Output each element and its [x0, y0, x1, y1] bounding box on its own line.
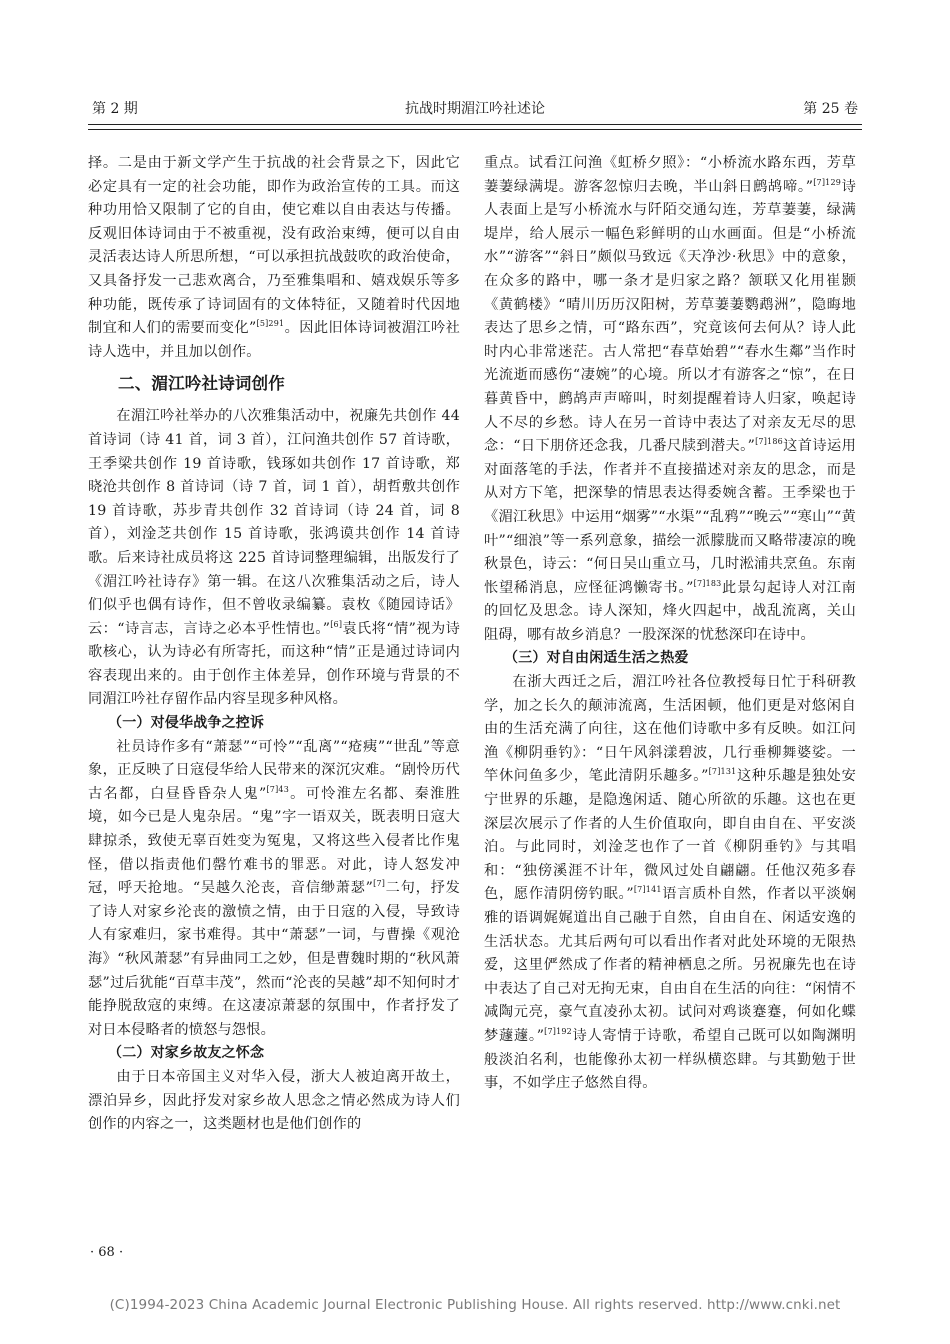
citation: [7]129 — [813, 177, 842, 187]
subsection-heading: （三）对自由闲适生活之热爱 — [504, 650, 689, 667]
citation: [7]141 — [633, 885, 662, 895]
header-rule-thin — [88, 129, 862, 130]
citation: [5]291 — [256, 319, 285, 329]
paragraph: 择。二是由于新文学产生于抗战的社会背景之下，因此它必定具有一定的社会功能，即作为政治宣传的工具。而这种功用恰又限制了它的自由，使它难以自由表达与传播。反观旧体诗词由于不被重视，没有政治束缚，便可以自由灵活表达诗人所思所想，“可以承担抗战鼓吹的政治使命，又具备抒发一己悲欢离合，乃至雅集唱和、嬉戏娱乐等多种功能，既传承了诗词固有的文体特征，又随着时代因地制宜和人们的需要而变化”$^{[5]291}$。因此旧体诗词被湄江吟社诗人选中，并且加以创作。 — [88, 155, 460, 360]
paragraph: 由于日本帝国主义对华入侵，浙大人被迫离开故土，漂泊异乡，因此抒发对家乡故人思念之情必然成为诗人们创作的内容之一，这类题材也是他们创作的 — [88, 1068, 460, 1133]
paragraph: 在湄江吟社举办的八次雅集活动中，祝廉先共创作 44 首诗词（诗 41 首，词 3 首），江问渔共创作 57 首诗歌，王季梁共创作 19 首诗歌，钱琢如共创作 17 首诗歌，郑晓沧共创作 8 首诗词（诗 7 首，词 1 首），胡哲敷共创作 19 首诗歌，苏步青共创作 32 首诗词（诗 24 首，词 8 首），刘淦芝共创作 15 首诗歌，张鸿谟共创作 14 首诗歌。后来诗社成员将这 225 首诗词整理编辑，出版发行了《湄江吟社诗存》第一辑。在这八次雅集活动之后，诗人们似乎也偶有诗作，但不曾收录编纂。袁枚《随园诗话》云：“诗言志，言诗之必本乎性情也。”[6]袁氏将“情”视为诗歌核心，认为诗必有所寄托，而这种“情”正是通过诗词内容表现出来的。由于创作主体差异，创作环境与背景的不同湄江吟社存留作品内容呈现多种风格。 — [88, 408, 460, 708]
citation: [7]186 — [755, 437, 783, 447]
citation: [7]43 — [266, 784, 289, 794]
paragraph: 在浙大西迁之后，湄江吟社各位教授每日忙于科研教学，加之长久的颠沛流离，生活困顿，他们更是对悠闲自由的生活充满了向往，这在他们诗歌中多有反映。如江问渔《柳阴垂钓》：“日午风斜漾碧波，几行垂柳舞婆娑。一竿休问鱼多少，笔此清阴乐趣多。”$^{[7]131}$这种乐趣是独处安宁世界的乐趣，是隐逸闲适、随心所欲的乐趣。这也在更深层次展示了作者的人生价值取向，即自由自在、平安淡泊。与此同时，刘淦芝也作了一首《柳阴垂钓》与其唱和：“独傍溪涯不计年，微风过处自翩翩。任他汉苑多春色，愿作清阴傍钓眠。”$^{[7]141}$语言质朴自然，作者以平淡娴雅的语调娓娓道出自己融于自然，自由自在、闲适安逸的生活状态。尤其后两句可以看出作者对此处环境的无限热爱，这里俨然成了作者的精神栖息之所。另祝廉先也在诗中表达了自己对无拘无束，自由自在生活的向往：“闲情不减陶元亮，豪气直凌孙太初。试问对鸡谈蹇蹇，何如化蝶梦蘧蘧。”$^{[7]192}$诗人寄情于诗歌，希望自己既可以如陶渊明般淡泊名利，也能像孙太初一样纵横恣肆。与其勤勉于世事，不如学庄子悠然自得。 — [484, 674, 856, 1092]
citation: [6] — [330, 619, 343, 629]
running-header — [88, 98, 862, 120]
section-heading: 二、湄江吟社诗词创作 — [118, 374, 285, 394]
citation: [7] — [373, 879, 386, 889]
page-number: · 68 · — [90, 1245, 124, 1260]
subsection-heading: （二）对家乡故友之怀念 — [108, 1045, 265, 1062]
citation: [7]183 — [693, 578, 722, 588]
article-title: 抗战时期湄江吟社述论 — [405, 101, 545, 117]
citation: [7]192 — [544, 1026, 572, 1036]
subsection-heading: （一）对侵华战争之控诉 — [108, 715, 265, 732]
paragraph: 社员诗作多有“萧瑟”“可怜”“乱离”“疮痍”“世乱”等意象，正反映了日寇侵华给人民带来的深沉灾难。“剧怜历代古名都，白昼昏昏杂人鬼”$^{[7]43}$。可怜淮左名都、秦淮胜境，如今已是人鬼杂居。“鬼”字一语双关，既表明日寇大肆掠杀，致使无辜百姓变为冤鬼，又将这些入侵者比作鬼怪，借以指责他们罄竹难书的罪恶。对此，诗人怒发冲冠，呼天抢地。“吴越久沦丧，音信缈萧瑟”[7]二句，抒发了诗人对家乡沦丧的激愤之情，由于日寇的入侵，导致诗人有家难归，家书难得。其中“萧瑟”一词，与曹操《观沧海》“秋风萧瑟”有异曲同工之妙，但是曹魏时期的“秋风萧瑟”过后犹能“百草丰茂”，然而“沦丧的吴越”却不知何时才能挣脱敌寇的束缚。在这凄凉萧瑟的氛围中，作者抒发了对日本侵略者的愤怒与怨恨。 — [88, 738, 460, 1038]
copyright-footer: (C)1994-2023 China Academic Journal Electronic Publishing House. All rights reserved. http://www.cnki.net — [109, 1297, 841, 1313]
issue-number: 第 2 期 — [92, 101, 138, 117]
right-column — [484, 152, 856, 1096]
paragraph: 重点。试看江问渔《虹桥夕照》：“小桥流水路东西，芳草萋萋绿满堤。游客忽惊归去晚，半山斜日鹧鸪啼。”$^{[7]129}$诗人表面上是写小桥流水与阡陌交通勾连，芳草萋萋，绿满堤岸，给人展示一幅色彩鲜明的山水画面。但是“小桥流水”“游客”“斜日”颇似马致远《天净沙·秋思》中的意象，在众多的路中，哪一条才是归家之路？颔联又化用崔颢《黄鹤楼》“晴川历历汉阳树，芳草萋萋鹦鹉洲”，隐晦地表达了思乡之情，可“路东西”，究竟该何去何从？诗人此时内心非常迷茫。古人常把“春草始碧”“春水生鄰”当作时光流逝而感伤“凄婉”的心境。所以才有游客之“惊”，在日暮黄昏中，鹧鸪声声啼叫，时刻提醒着诗人归家，唤起诗人不尽的乡愁。诗人在另一首诗中表达了对亲友无尽的思念：“日下朋侪还念我，几番尺牍到潜夫。”$^{[7]186}$这首诗运用对面落笔的手法，作者并不直接描述对亲友的思念，而是从对方下笔，把深挚的情思表达得委婉含蓄。王季梁也于《湄江秋思》中运用“烟雾”“水渠”“乱鸦”“晚云”“寒山”“黄叶”“细浪”等一系列意象，描绘一派朦胧而又略带凄凉的晚秋景色，诗云：“何日吴山重立马，几时淞浦共烹鱼。东南怅望稀消息，应怪征鸿懒寄书。”$^{[7]183}$此景勾起诗人对江南的回忆及思念。诗人深知，烽火四起中，战乱流离，关山阻碍，哪有故乡消息？一股深深的忧愁深印在诗中。 — [484, 155, 856, 643]
citation: [7]131 — [708, 767, 737, 777]
volume-number: 第 25 卷 — [803, 101, 858, 117]
header-rule-thick — [88, 124, 862, 125]
left-column — [88, 152, 460, 1137]
